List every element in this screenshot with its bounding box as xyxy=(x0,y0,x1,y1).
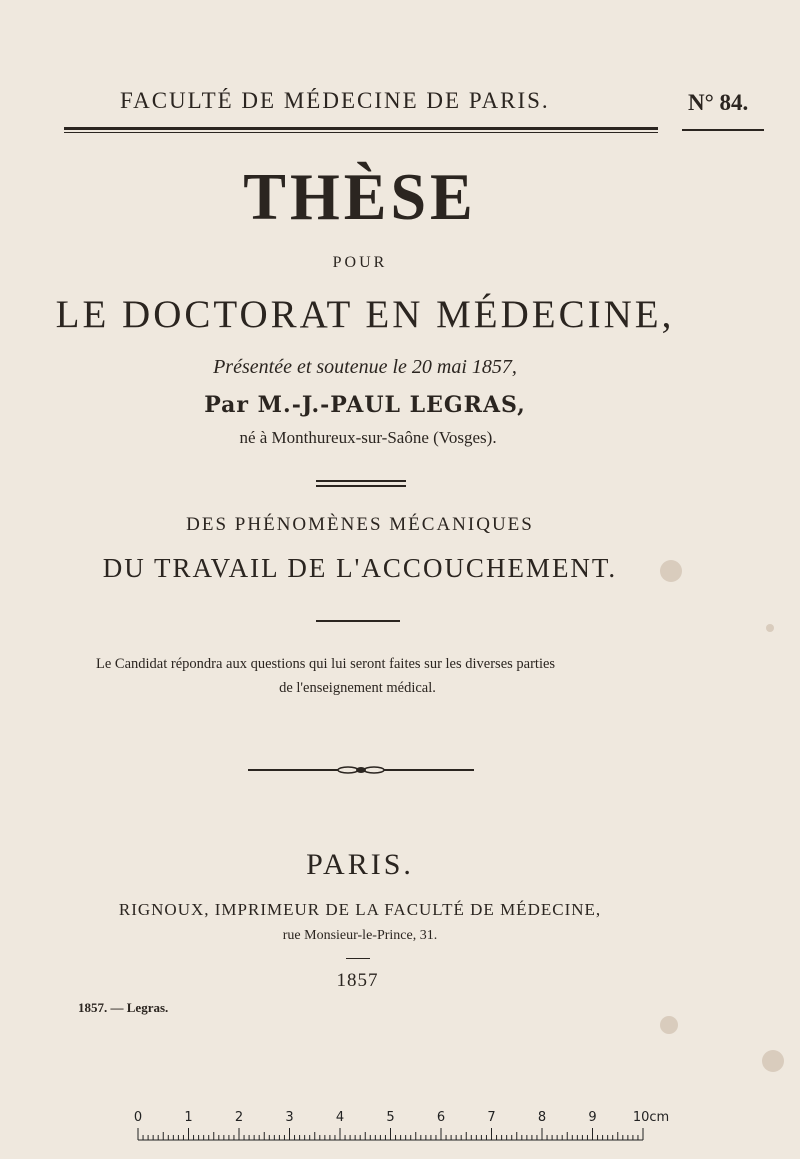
candidate-note-line-2: de l'enseignement médical. xyxy=(279,680,436,696)
subject-line-1: DES PHÉNOMÈNES MÉCANIQUES xyxy=(186,514,534,535)
faculty-heading: FACULTÉ DE MÉDECINE DE PARIS. xyxy=(120,88,550,113)
double-rule-top xyxy=(316,480,406,482)
header-rule xyxy=(64,127,658,130)
imprint-year: 1857 xyxy=(336,970,379,991)
doctorate-heading: LE DOCTORAT EN MÉDECINE, xyxy=(55,293,675,336)
subject-rule xyxy=(316,620,400,622)
footer-signature: 1857. — Legras. xyxy=(78,1000,169,1015)
scale-ruler xyxy=(130,1110,670,1150)
ruler-label: 5 xyxy=(386,1110,395,1125)
ruler-label: 9 xyxy=(588,1110,597,1125)
thesis-title: THÈSE xyxy=(243,159,477,234)
imprint-city: PARIS. xyxy=(306,848,414,881)
ruler-label: 2 xyxy=(234,1110,244,1125)
subject-line-2: DU TRAVAIL DE L'ACCOUCHEMENT. xyxy=(102,553,618,583)
number-rule xyxy=(682,129,764,131)
ruler-label: 8 xyxy=(537,1110,547,1125)
ruler-label: 4 xyxy=(335,1110,345,1125)
ruler-label: 0 xyxy=(133,1110,143,1125)
ruler-label: 1 xyxy=(184,1110,193,1125)
ruler-label: 10cm xyxy=(632,1110,670,1125)
thesis-number: N° 84. xyxy=(688,90,749,115)
ruler-label: 3 xyxy=(285,1110,294,1125)
imprint-printer: RIGNOUX, IMPRIMEUR DE LA FACULTÉ DE MÉDECINE, xyxy=(118,900,602,919)
imprint-address: rue Monsieur-le-Prince, 31. xyxy=(282,928,438,943)
ornamental-divider xyxy=(248,764,474,776)
double-rule-bottom xyxy=(316,485,406,487)
candidate-note-line-1: Le Candidat répondra aux questions qui lui seront faites sur les diverses parties xyxy=(96,656,556,672)
imprint-rule xyxy=(346,958,370,959)
ruler-label: 7 xyxy=(487,1110,496,1125)
ruler-label: 6 xyxy=(436,1110,446,1125)
birthplace-line: né à Monthureux-sur-Saône (Vosges). xyxy=(239,428,497,447)
presentation-date: Présentée et soutenue le 20 mai 1857, xyxy=(213,356,517,378)
header-rule-thin xyxy=(64,132,658,133)
pour-text: POUR xyxy=(332,254,388,271)
author-line: Par M.-J.-PAUL LEGRAS, xyxy=(204,392,526,418)
